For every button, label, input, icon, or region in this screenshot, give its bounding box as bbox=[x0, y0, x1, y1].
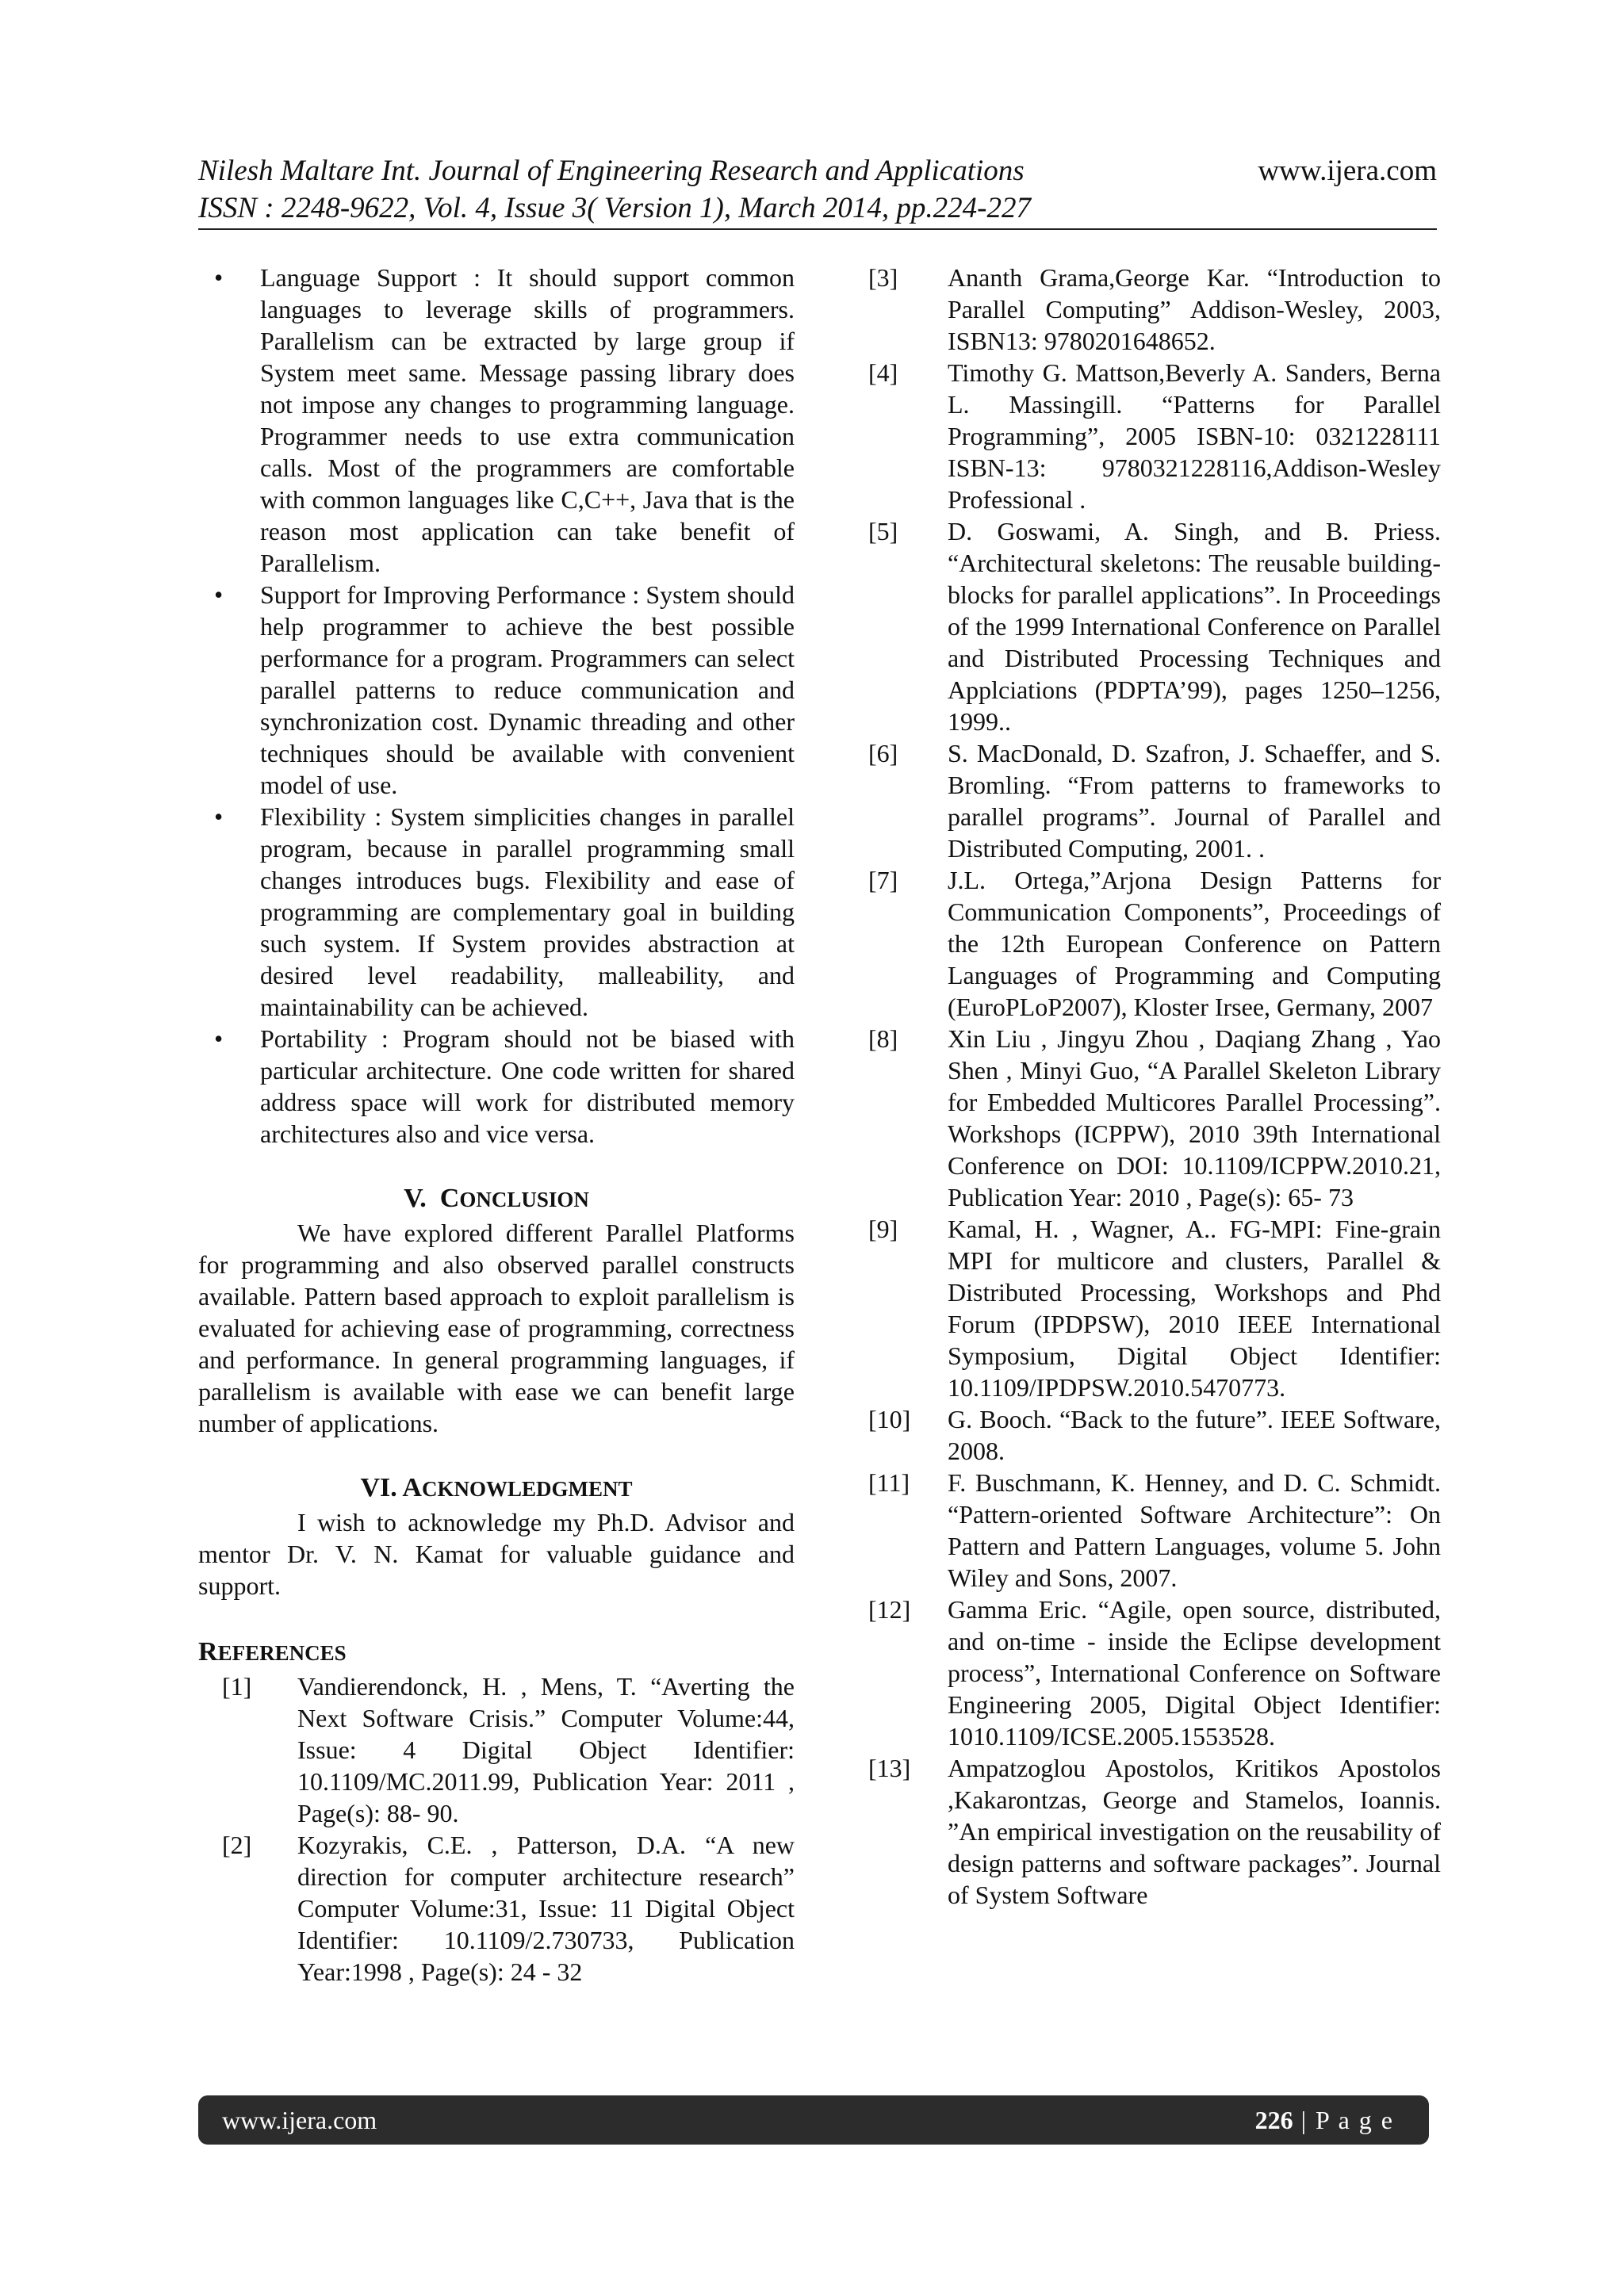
reference-item bbox=[868, 357, 1441, 515]
reference-item bbox=[868, 1467, 1441, 1594]
heading-initial: R bbox=[198, 1637, 218, 1667]
header-rule bbox=[198, 228, 1437, 230]
reference-number: [3] bbox=[868, 263, 898, 292]
reference-text: F. Buschmann, K. Henney, and D. C. Schmidt. “Pattern-oriented Software Architecture”: On Pattern and Pattern Languages, volume 5. John Wiley and Sons, 2007. bbox=[948, 1468, 1441, 1592]
reference-text: Kamal, H. , Wagner, A.. FG-MPI: Fine-grain MPI for multicore and clusters, Parallel & Distributed Processing, Workshops and Phd Forum (IPDPSW), 2010 IEEE International Symposium, Digital Object Identifier: 10.1109/IPDPSW.2010.5470773. bbox=[948, 1215, 1441, 1402]
page-number-value: 226 bbox=[1254, 2106, 1293, 2134]
reference-number: [12] bbox=[868, 1595, 911, 1624]
running-header bbox=[198, 152, 1437, 227]
page-footer bbox=[198, 2095, 1429, 2145]
reference-item bbox=[868, 1403, 1441, 1467]
reference-text: Ananth Grama,George Kar. “Introduction to Parallel Computing” Addison-Wesley, 2003, ISBN13: 9780201648652. bbox=[948, 263, 1441, 355]
reference-text: Kozyrakis, C.E. , Patterson, D.A. “A new direction for computer architecture research” Computer Volume:31, Issue: 11 Digital Object Identifier: 10.1109/2.730733, Publication Year:1998 , Page(s): 24 - 32 bbox=[297, 1831, 795, 1986]
reference-item bbox=[198, 1670, 795, 1829]
header-website: www.ijera.com bbox=[1258, 155, 1437, 187]
reference-text: S. MacDonald, D. Szafron, J. Schaeffer, and S. Bromling. “From patterns to frameworks to parallel programs”. Journal of Parallel and Distributed Computing, 2001. . bbox=[948, 739, 1441, 863]
reference-text: Vandierendonck, H. , Mens, T. “Averting the Next Software Crisis.” Computer Volume:44, Issue: 4 Digital Object Identifier: 10.1109/MC.2011.99, Publication Year: 2011 , Page(s): 88- 90. bbox=[297, 1672, 795, 1827]
reference-number: [5] bbox=[868, 517, 898, 545]
reference-text: Timothy G. Mattson,Beverly A. Sanders, Berna L. Massingill. “Patterns for Parallel Programming”, 2005 ISBN-10: 0321228111 ISBN-13: 9780321228116,Addison-Wesley Professional . bbox=[948, 358, 1441, 514]
reference-number: [10] bbox=[868, 1405, 911, 1433]
bullet-icon: • bbox=[214, 263, 224, 292]
page-number bbox=[1255, 2095, 1394, 2145]
reference-text: Ampatzoglou Apostolos, Kritikos Apostolos ,Kakarontzas, George and Stamelos, Ioannis. ”An empirical investigation on the reusability of design patterns and software packages”. Journal of System Software bbox=[948, 1754, 1441, 1909]
reference-number: [4] bbox=[868, 358, 898, 387]
reference-text: D. Goswami, A. Singh, and B. Priess. “Architectural skeletons: The reusable building-blocks for parallel applications”. In Proceedings of the 1999 International Conference on Parallel and Distributed Processing Techniques and Applciations (PDPTA’99), pages 1250–1256, 1999.. bbox=[948, 517, 1441, 736]
heading-rest: CKNOWLEDGMENT bbox=[421, 1477, 633, 1501]
reference-text: J.L. Ortega,”Arjona Design Patterns for Communication Components”, Proceedings of the 12th European Conference on Pattern Languages of Programming and Computing (EuroPLoP2007), Kloster Irsee, Germany, 2007 bbox=[948, 866, 1441, 1021]
reference-item bbox=[868, 1594, 1441, 1752]
footer-website: www.ijera.com bbox=[222, 2106, 377, 2134]
list-item-text: Portability : Program should not be biased with particular architecture. One code written for shared address space will work for distributed memory architectures also and vice versa. bbox=[260, 1024, 795, 1148]
heading-rest: EFERENCES bbox=[217, 1641, 347, 1665]
heading-initial: A bbox=[402, 1473, 422, 1502]
section-number: VI. bbox=[360, 1473, 397, 1502]
reference-number: [9] bbox=[868, 1215, 898, 1243]
list-item-text: Support for Improving Performance : System should help programmer to achieve the best possible performance for a program. Programmers can select parallel patterns to reduce communication and synchronization cost. Dynamic threading and other techniques should be available with convenient model of use. bbox=[260, 580, 795, 799]
reference-item bbox=[868, 262, 1441, 357]
reference-item bbox=[868, 1023, 1441, 1213]
reference-text: Xin Liu , Jingyu Zhou , Daqiang Zhang , Yao Shen , Minyi Guo, “A Parallel Skeleton Library for Embedded Multicores Parallel Processing”. Workshops (ICPPW), 2010 39th International Conference on DOI: 10.1109/ICPPW.2010.21, Publication Year: 2010 , Page(s): 65- 73 bbox=[948, 1024, 1441, 1211]
journal-name: Nilesh Maltare Int. Journal of Engineering Research and Applications bbox=[198, 155, 1025, 187]
header-line-1 bbox=[198, 152, 1437, 189]
list-item bbox=[198, 262, 795, 579]
reference-number: [8] bbox=[868, 1024, 898, 1053]
bullet-icon: • bbox=[214, 1024, 224, 1053]
list-item bbox=[198, 801, 795, 1023]
bullet-icon: • bbox=[214, 802, 224, 831]
reference-item bbox=[868, 1213, 1441, 1403]
conclusion-text: We have explored different Parallel Platforms for programming and also observed parallel constructs available. Pattern based approach to exploit parallelism is evaluated for achieving ease of programming, correctness and performance. In general programming languages, if parallelism is available with ease we can benefit large number of applications. bbox=[198, 1219, 795, 1437]
acknowledgment-text: I wish to acknowledge my Ph.D. Advisor and mentor Dr. V. N. Kamat for valuable guidance and support. bbox=[198, 1508, 795, 1600]
reference-text: Gamma Eric. “Agile, open source, distributed, and on-time - inside the Eclipse development process”, International Conference on Software Engineering 2005, Digital Object Identifier: 1010.1109/ICSE.2005.1553528. bbox=[948, 1595, 1441, 1751]
reference-item bbox=[868, 515, 1441, 737]
acknowledgment-heading bbox=[198, 1471, 795, 1506]
heading-rest: ONCLUSION bbox=[459, 1188, 589, 1211]
section-number: V. bbox=[404, 1184, 427, 1213]
reference-number: [1] bbox=[222, 1672, 252, 1701]
reference-number: [6] bbox=[868, 739, 898, 767]
conclusion-heading bbox=[198, 1181, 795, 1217]
feature-list bbox=[198, 262, 795, 1150]
reference-number: [11] bbox=[868, 1468, 910, 1497]
reference-text: G. Booch. “Back to the future”. IEEE Software, 2008. bbox=[948, 1405, 1441, 1465]
issn-line: ISSN : 2248-9622, Vol. 4, Issue 3( Version 1), March 2014, pp.224-227 bbox=[198, 192, 1031, 224]
bullet-icon: • bbox=[214, 580, 224, 609]
reference-item bbox=[868, 1752, 1441, 1911]
left-column bbox=[198, 262, 795, 1988]
list-item-text: Language Support : It should support common languages to leverage skills of programmers. Parallelism can be extracted by large group if System meet same. Message passing library does not impose any changes to programming language. Programmer needs to use extra communication calls. Most of the programmers are comfortable with common languages like C,C++, Java that is the reason most application can take benefit of Parallelism. bbox=[260, 263, 795, 577]
reference-item bbox=[868, 737, 1441, 864]
page-label: | P a g e bbox=[1293, 2106, 1394, 2134]
reference-number: [7] bbox=[868, 866, 898, 894]
list-item bbox=[198, 1023, 795, 1150]
list-item bbox=[198, 579, 795, 801]
reference-item bbox=[868, 864, 1441, 1023]
reference-number: [2] bbox=[222, 1831, 252, 1859]
heading-initial: C bbox=[439, 1184, 460, 1213]
list-item-text: Flexibility : System simplicities changes in parallel program, because in parallel programming small changes introduces bugs. Flexibility and ease of programming are complementary goal in building such system. If System provides abstraction at desired level readability, malleability, and maintainability can be achieved. bbox=[260, 802, 795, 1021]
reference-number: [13] bbox=[868, 1754, 911, 1782]
references-heading bbox=[198, 1635, 795, 1670]
right-column bbox=[868, 262, 1441, 1911]
reference-item bbox=[198, 1829, 795, 1988]
